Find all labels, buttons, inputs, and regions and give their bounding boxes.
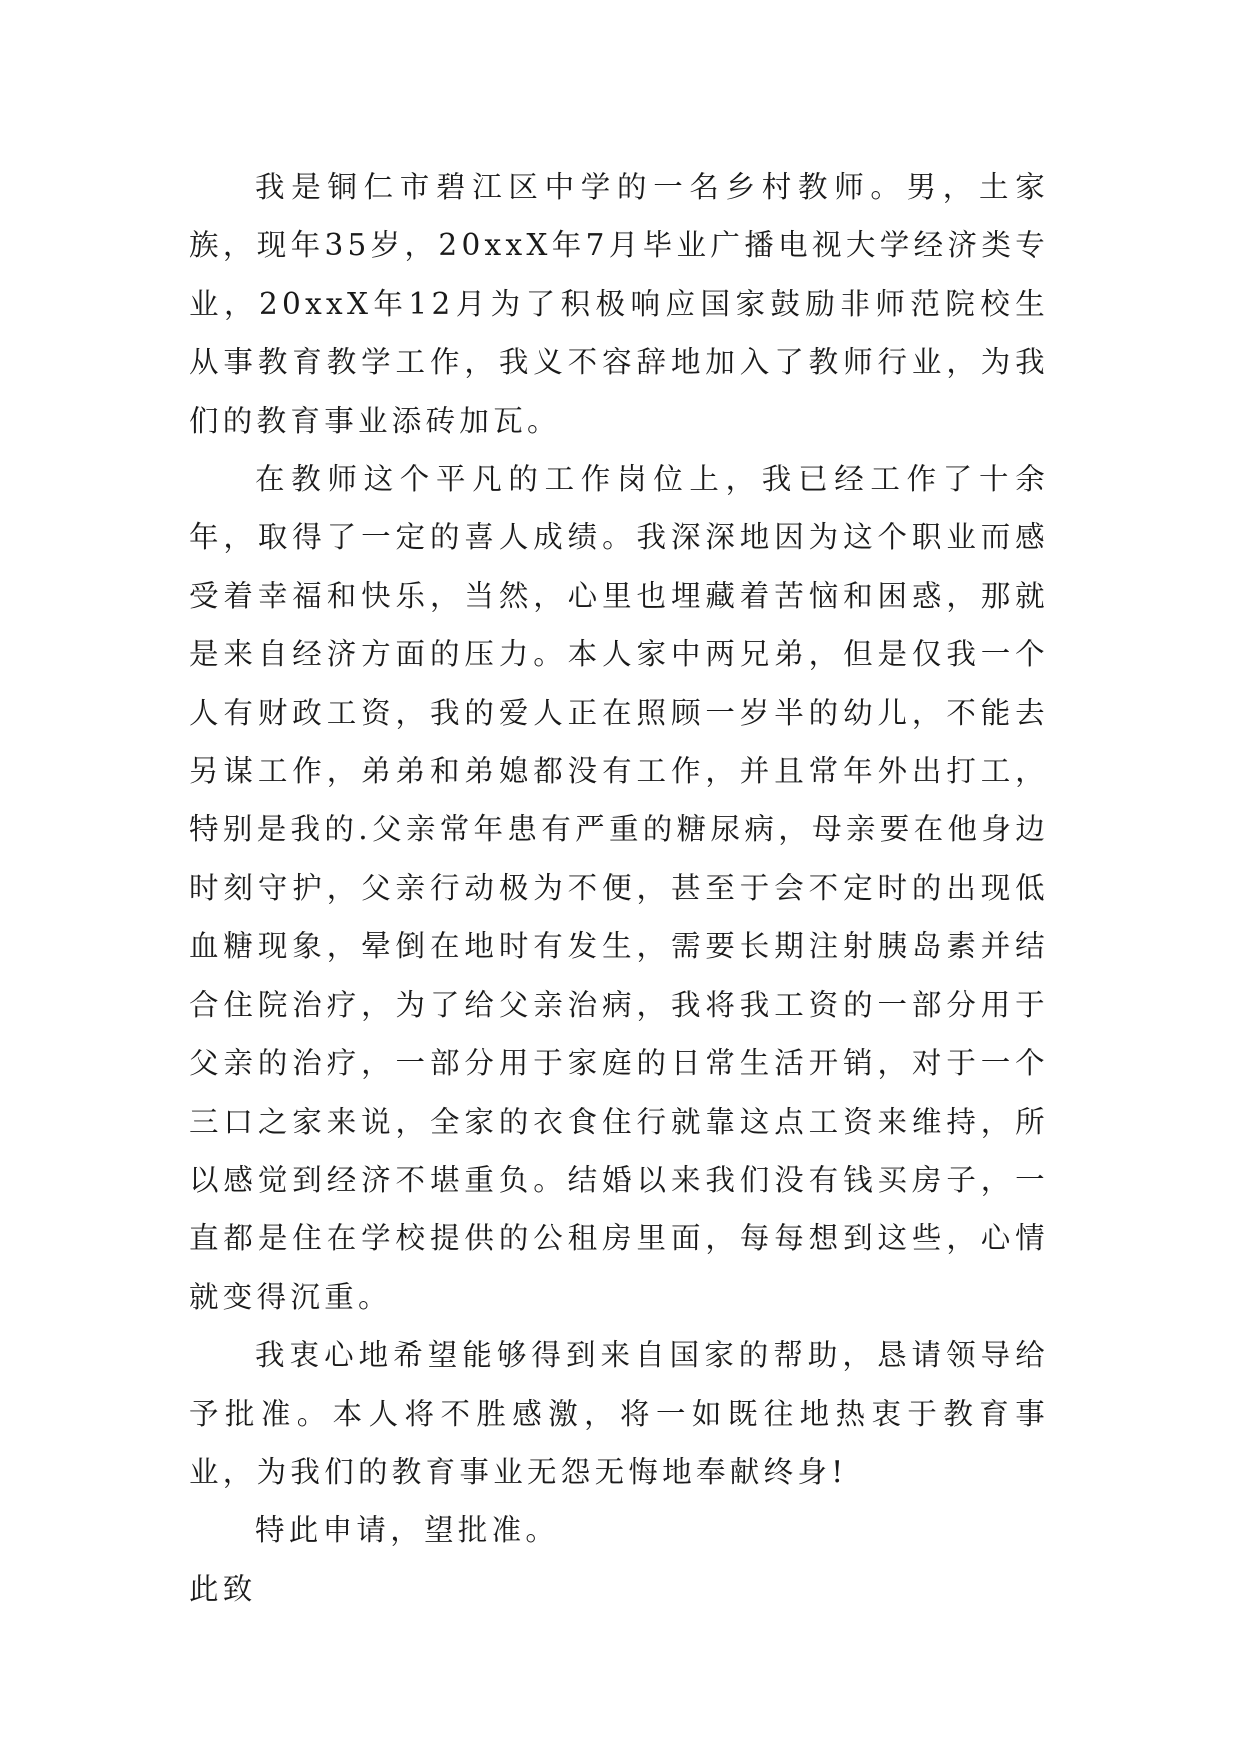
paragraph-request: 我衷心地希望能够得到来自国家的帮助，恳请领导给予批准。本人将不胜感激，将一如既往地热衷于教育事业，为我们的教育事业无怨无悔地奉献终身! [189, 1338, 1049, 1489]
paragraph-family-situation: 在教师这个平凡的工作岗位上，我已经工作了十余年，取得了一定的喜人成绩。我深深地因为这个职业而感受着幸福和快乐，当然，心里也埋藏着苦恼和困惑，那就是来自经济方面的压力。本人家中两兄弟，但是仅我一个人有财政工资，我的爱人正在照顾一岁半的幼儿，不能去另谋工作，弟弟和弟媳都没有工作，并且常年外出打工，特别是我的.父亲常年患有严重的糖尿病，母亲要在他身边时刻守护，父亲行动极为不便，甚至于会不定时的出现低血糖现象，晕倒在地时有发生，需要长期注射胰岛素并结合住院治疗，为了给父亲治病，我将我工资的一部分用于父亲的治疗，一部分用于家庭的日常生活开销，对于一个三口之家来说，全家的衣食住行就靠这点工资来维持，所以感觉到经济不堪重负。结婚以来我们没有钱买房子，一直都是住在学校提供的公租房里面，每每想到这些，心情就变得沉重。 [189, 462, 1049, 1314]
paragraph-introduction: 我是铜仁市碧江区中学的一名乡村教师。男，土家族，现年35岁，20xxX年7月毕业广播电视大学经济类专业，20xxX年12月为了积极响应国家鼓励非师范院校生从事教育教学工作，我义不容辞地加入了教师行业，为我们的教育事业添砖加瓦。 [189, 170, 1049, 438]
closing-salutation: 此致 [189, 1571, 257, 1606]
document-body [189, 158, 1049, 1618]
paragraph-special-request: 特此申请，望批准。 [255, 1513, 560, 1548]
